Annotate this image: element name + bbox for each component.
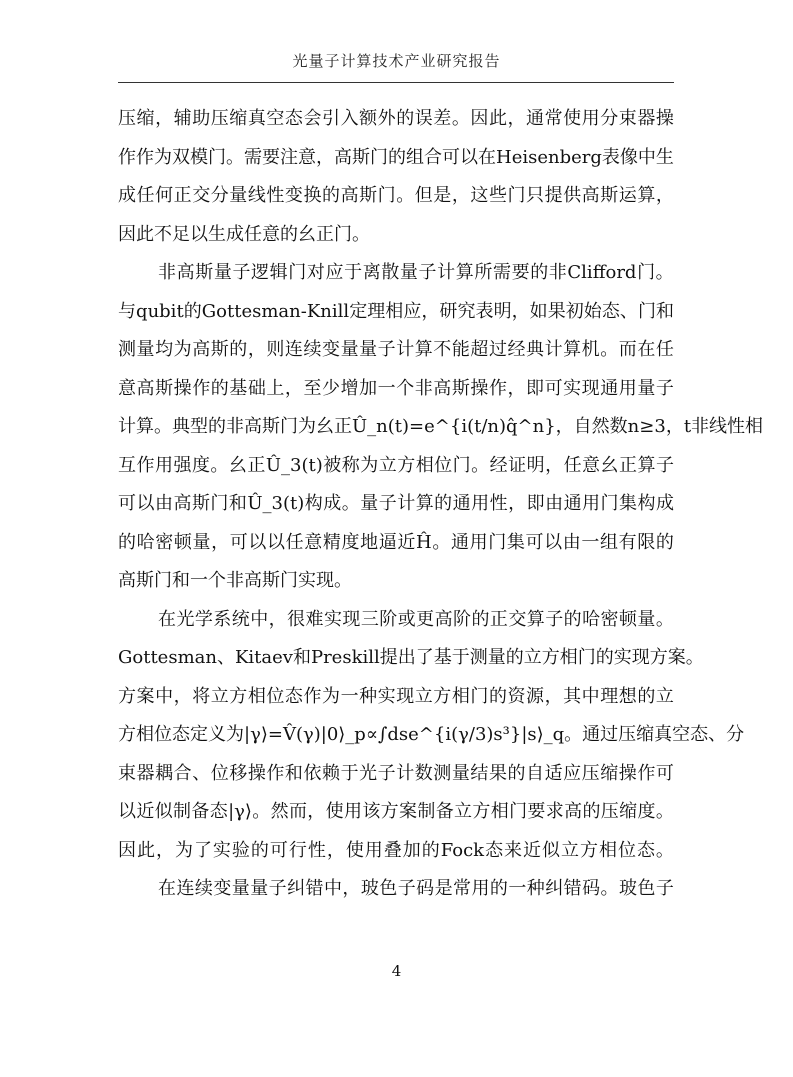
text-line: 因此不足以生成任意的幺正门。 [118, 223, 370, 245]
text-line: 在 光 学 系 统 中 ， 很 难 实 现 三 阶 或 更 高 阶 的 正 交 算 子 的 哈 密 顿 量 。 [158, 608, 674, 630]
text-line: 意 高 斯 操 作 的 基 础 上 ， 至 少 增 加 一 个 非 高 斯 操 作 ， 即 可 实 现 通 用 量 子 [118, 377, 674, 399]
text-line: 高斯门和一个非高斯门实现。 [118, 570, 352, 591]
text-line: 可 以 由 高 斯 门 和 Û_3(t) 构 成 。 量 子 计 算 的 通 用 性 ， 即 由 通 用 门 集 构 成 [118, 493, 674, 514]
text-line: 因 此 ， 为 了 实 验 的 可 行 性 ， 使 用 叠 加 的 Fock 态 来 近 似 立 方 相 位 态 。 [118, 839, 674, 861]
text-line: Gottesman 、 Kitaev 和 Preskill 提 出 了 基 于 测 量 的 立 方 相 门 的 实 现 方 案 。 [118, 647, 704, 668]
header-rule [118, 82, 674, 83]
running-header: 光量子计算技术产业研究报告 [292, 52, 501, 70]
text-line: 的 哈 密 顿 量 ， 可 以 以 任 意 精 度 地 逼 近 Ĥ 。 通 用 门 集 可 以 由 一 组 有 限 的 [118, 531, 674, 553]
page-number: 4 [391, 962, 402, 980]
text-line: 束 器 耦 合 、 位 移 操 作 和 依 赖 于 光 子 计 数 测 量 结 果 的 自 适 应 压 缩 操 作 可 [118, 762, 674, 784]
text-line: 方 案 中 ， 将 立 方 相 位 态 作 为 一 种 实 现 立 方 相 门 的 资 源 ， 其 中 理 想 的 立 [118, 685, 674, 707]
text-line: 成 任 何 正 交 分 量 线 性 变 换 的 高 斯 门 。 但 是 ， 这 些 门 只 提 供 高 斯 运 算 ， [118, 185, 674, 206]
body-text [118, 100, 764, 909]
text-line: 计 算 。 典 型 的 非 高 斯 门 为 幺 正 Û_n(t) = e^{i(t/n)q̂^n} ， 自 然 数 n≥3 ， t 非 线 性 相 [118, 416, 764, 437]
text-line: 作 作 为 双 模 门 。 需 要 注 意 ， 高 斯 门 的 组 合 可 以 在 Heisenberg 表 像 中 生 [118, 146, 674, 168]
text-line: 在 连 续 变 量 量 子 纠 错 中 ， 玻 色 子 码 是 常 用 的 一 种 纠 错 码 。 玻 色 子 [158, 878, 674, 899]
text-line: 与 qubit 的 Gottesman-Knill 定 理 相 应 ， 研 究 表 明 ， 如 果 初 始 态 、 门 和 [118, 300, 674, 322]
text-line: 非 高 斯 量 子 逻 辑 门 对 应 于 离 散 量 子 计 算 所 需 要 的 非 Clifford 门 。 [158, 262, 674, 283]
text-line: 压 缩 ， 辅 助 压 缩 真 空 态 会 引 入 额 外 的 误 差 。 因 此 ， 通 常 使 用 分 束 器 操 [118, 108, 674, 129]
text-line: 互 作 用 强 度 。 幺 正 Û_3(t) 被 称 为 立 方 相 位 门 。 经 证 明 ， 任 意 幺 正 算 子 [118, 454, 674, 476]
text-line: 方 相 位 态 定 义 为 |γ⟩ = V̂(γ)|0⟩_p ∝ ∫ds e^{i(γ/3)s³}|s⟩_q 。 通 过 压 缩 真 空 态 、 分 [118, 724, 745, 745]
text-line: 以 近 似 制 备 态 |γ⟩ 。 然 而 ， 使 用 该 方 案 制 备 立 方 相 门 要 求 高 的 压 缩 度 。 [118, 801, 674, 822]
text-line: 测 量 均 为 高 斯 的 ， 则 连 续 变 量 量 子 计 算 不 能 超 过 经 典 计 算 机 。 而 在 任 [118, 339, 674, 360]
